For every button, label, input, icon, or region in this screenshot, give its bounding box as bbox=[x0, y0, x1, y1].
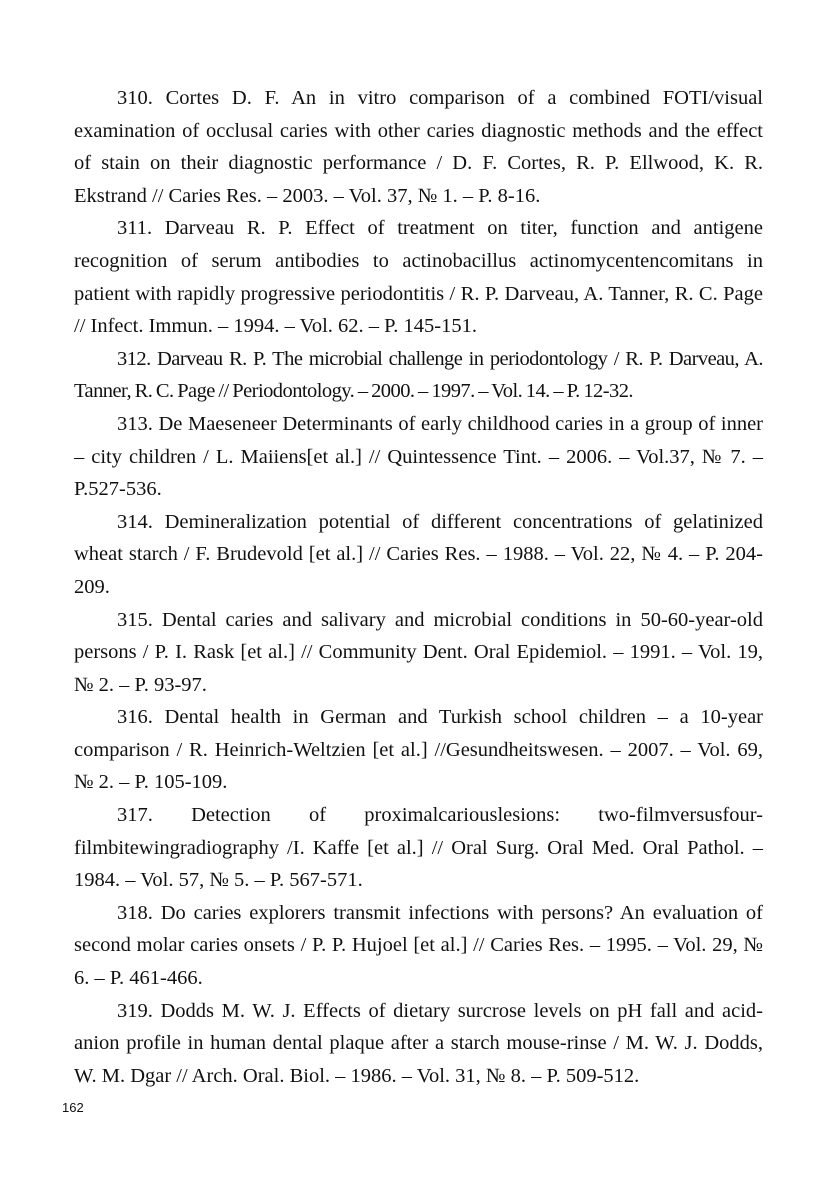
reference-entry-313: 313. De Maeseneer Determinants of early childhood caries in a group of inner – city children / L. Maiiens[et al.] // Quintessence Tint. – 2006. – Vol.37, № 7. – P.527-536. bbox=[74, 412, 763, 501]
reference-entry-317: 317. Detection of proximalcariouslesions: two-filmversusfour-filmbitewingradiography /I. Kaffe [et al.] // Oral Surg. Oral Med. Oral Pathol. – 1984. – Vol. 57, № 5. – P. 567-571. bbox=[74, 804, 763, 892]
reference-entry-315: 315. Dental caries and salivary and microbial conditions in 50-60-year-old persons / P. I. Rask [et al.] // Community Dent. Oral Epidemiol. – 1991. – Vol. 19, № 2. – P. 93-97. bbox=[74, 608, 763, 696]
reference-entry-318: 318. Do caries explorers transmit infections with persons? An evaluation of second molar caries onsets / P. P. Hujoel [et al.] // Caries Res. – 1995. – Vol. 29, № 6. – P. 461-466. bbox=[74, 901, 763, 990]
reference-entry-311: 311. Darveau R. P. Effect of treatment on titer, function and antigene recognition of serum antibodies to actinobacillus actinomycentencomitans in patient with rapidly progressive periodontitis / R. P. Darveau, A. Tanner, R. C. Page // Infect. Immun. – 1994. – Vol. 62. – P. 145-151. bbox=[74, 217, 763, 338]
reference-entry-310: 310. Cortes D. F. An in vitro comparison of a combined FOTI/visual examination of occlusal caries with other caries diagnostic methods and the effect of stain on their diagnostic performance / D. F. Cortes, R. P. Ellwood, K. R. Ekstrand // Caries Res. – 2003. – Vol. 37, № 1. – P. 8-16. bbox=[74, 87, 763, 207]
page-number: 162 bbox=[62, 1100, 84, 1115]
reference-list bbox=[74, 82, 763, 1092]
reference-entry-312: 312. Darveau R. P. The microbial challenge in periodontology / R. P. Darveau, A. Tanner, R. C. Page // Periodontology. – 2000. – 1997. – Vol. 14. – P. 12-32. bbox=[74, 347, 763, 403]
reference-entry-316: 316. Dental health in German and Turkish school children – a 10-year comparison / R. Heinrich-Weltzien [et al.] //Gesundheitswesen. – 2007. – Vol. 69, № 2. – P. 105-109. bbox=[74, 706, 763, 794]
reference-entry-319: 319. Dodds M. W. J. Effects of dietary surcrose levels on pH fall and acid-anion profile in human dental plaque after a starch mouse-rinse / M. W. J. Dodds, W. M. Dgar // Arch. Oral. Biol. – 1986. – Vol. 31, № 8. – P. 509-512. bbox=[74, 999, 763, 1087]
reference-entry-314: 314. Demineralization potential of different concentrations of gelatinized wheat starch / F. Brudevold [et al.] // Caries Res. – 1988. – Vol. 22, № 4. – P. 204-209. bbox=[74, 510, 763, 598]
